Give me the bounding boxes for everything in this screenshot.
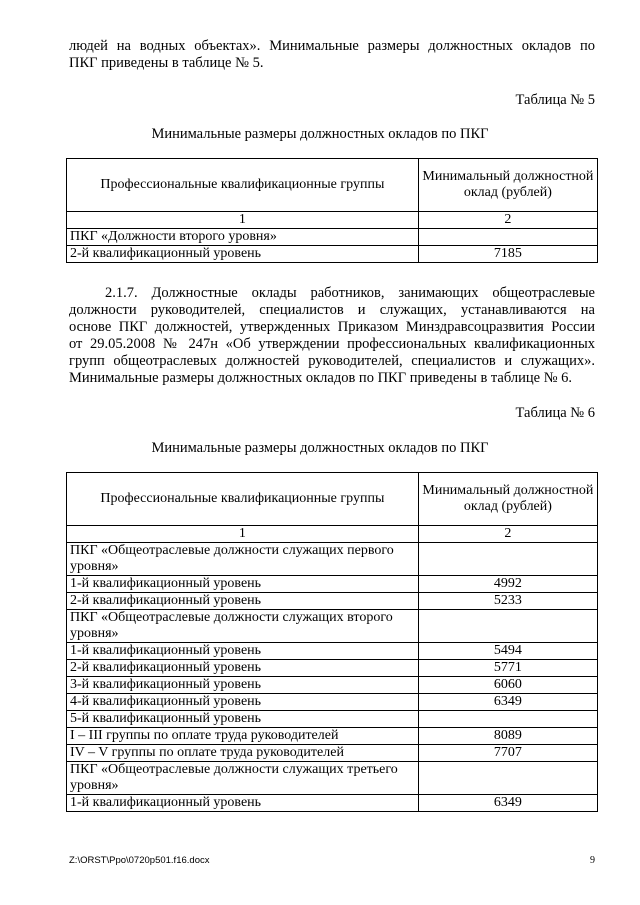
row-value: 7707 xyxy=(418,745,597,762)
section-line: от 29.05.2008 № 247н «Об утверждении профессиональных квалификационных xyxy=(69,336,595,352)
row-name: 5-й квалификационный уровень xyxy=(67,711,419,728)
table5-label: Таблица № 5 xyxy=(515,92,595,108)
row-value: 5771 xyxy=(418,660,597,677)
table5 xyxy=(66,158,598,263)
row-value: 5494 xyxy=(418,643,597,660)
table6-title: Минимальные размеры должностных окладов по ПКГ xyxy=(151,440,489,456)
row-name: 2-й квалификационный уровень xyxy=(67,246,419,263)
section-line: Минимальные размеры должностных окладов по ПКГ приведены в таблице № 6. xyxy=(69,370,573,386)
row-name: 2-й квалификационный уровень xyxy=(67,593,419,610)
footer-file-path: Z:\ORST\Ppo\0720p501.f16.docx xyxy=(69,855,210,866)
row-name: 3-й квалификационный уровень xyxy=(67,677,419,694)
table-row xyxy=(67,677,598,694)
intro-paragraph xyxy=(69,38,595,72)
row-value: 8089 xyxy=(418,728,597,745)
row-value: 6060 xyxy=(418,677,597,694)
section-line: 2.1.7. Должностные оклады работников, занимающих общеотраслевые xyxy=(105,285,595,301)
table-row xyxy=(67,745,598,762)
row-name: ПКГ «Общеотраслевые должности служащих второго уровня» xyxy=(67,610,419,643)
number-col1: 1 xyxy=(67,526,419,543)
row-name: ПКГ «Общеотраслевые должности служащих третьего уровня» xyxy=(67,762,419,795)
row-value: 6349 xyxy=(418,795,597,812)
row-value: 4992 xyxy=(418,576,597,593)
table-row xyxy=(67,576,598,593)
intro-line: ПКГ приведены в таблице № 5. xyxy=(69,55,264,71)
table-row xyxy=(67,728,598,745)
row-value: 5233 xyxy=(418,593,597,610)
row-name: 1-й квалификационный уровень xyxy=(67,576,419,593)
row-value xyxy=(418,610,597,643)
table-row xyxy=(67,762,598,795)
table-row xyxy=(67,593,598,610)
table-row xyxy=(67,694,598,711)
table6 xyxy=(66,472,598,812)
row-value xyxy=(418,229,597,246)
number-col2: 2 xyxy=(418,526,597,543)
table-row xyxy=(67,660,598,677)
intro-line: людей на водных объектах». Минимальные размеры должностных окладов по xyxy=(69,38,595,54)
row-value: 7185 xyxy=(418,246,597,263)
table-row xyxy=(67,711,598,728)
row-name: IV – V группы по оплате труда руководителей xyxy=(67,745,419,762)
row-name: ПКГ «Общеотраслевые должности служащих первого уровня» xyxy=(67,543,419,576)
header-col1: Профессиональные квалификационные группы xyxy=(67,159,419,212)
table-row xyxy=(67,795,598,812)
row-name: I – III группы по оплате труда руководителей xyxy=(67,728,419,745)
row-name: 2-й квалификационный уровень xyxy=(67,660,419,677)
section-line: должности руководителей, специалистов и служащих, устанавливаются на xyxy=(69,302,595,318)
row-name: 4-й квалификационный уровень xyxy=(67,694,419,711)
table-header-row xyxy=(67,473,598,526)
table-row xyxy=(67,246,598,263)
row-name: ПКГ «Должности второго уровня» xyxy=(67,229,419,246)
row-value: 6349 xyxy=(418,694,597,711)
row-value xyxy=(418,762,597,795)
table-row xyxy=(67,610,598,643)
header-col2: Минимальный должностной оклад (рублей) xyxy=(418,159,597,212)
section-line: основе ПКГ должностей, утвержденных Приказом Минздравсоцразвития России xyxy=(69,319,595,335)
row-value xyxy=(418,543,597,576)
table6-label: Таблица № 6 xyxy=(515,405,595,421)
section-paragraph xyxy=(69,285,595,387)
row-name: 1-й квалификационный уровень xyxy=(67,795,419,812)
table-row xyxy=(67,229,598,246)
row-value xyxy=(418,711,597,728)
table-row xyxy=(67,643,598,660)
number-col1: 1 xyxy=(67,212,419,229)
table-number-row xyxy=(67,212,598,229)
table-row xyxy=(67,543,598,576)
row-name: 1-й квалификационный уровень xyxy=(67,643,419,660)
page-number: 9 xyxy=(590,855,595,866)
table-number-row xyxy=(67,526,598,543)
number-col2: 2 xyxy=(418,212,597,229)
section-line: групп общеотраслевых должностей руководителей, специалистов и служащих». xyxy=(69,353,595,369)
table5-title: Минимальные размеры должностных окладов по ПКГ xyxy=(151,126,489,142)
header-col1: Профессиональные квалификационные группы xyxy=(67,473,419,526)
table-header-row xyxy=(67,159,598,212)
header-col2: Минимальный должностной оклад (рублей) xyxy=(418,473,597,526)
